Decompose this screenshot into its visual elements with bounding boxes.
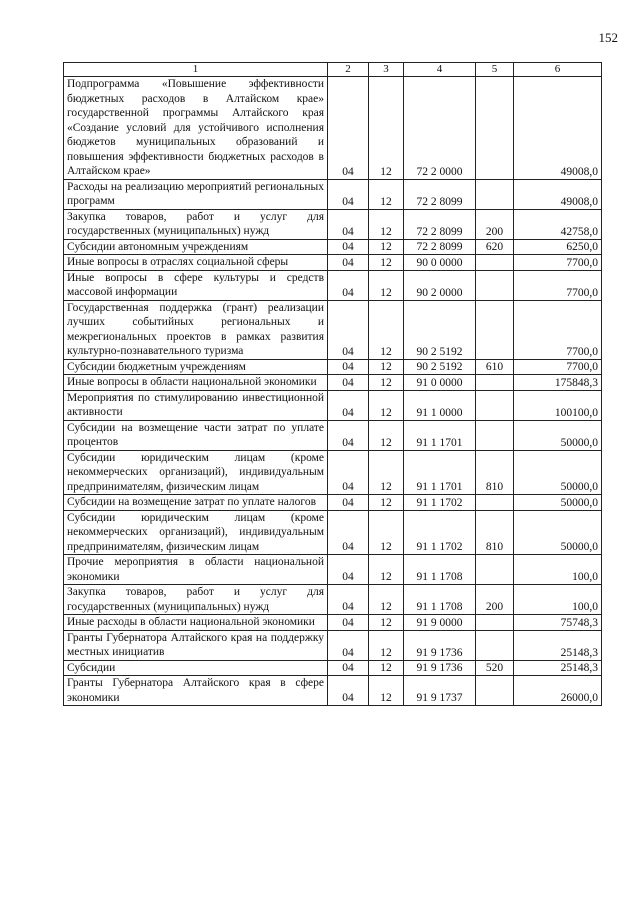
row-subsection-cell: 12 xyxy=(369,615,404,631)
row-name-cell: Субсидии автономным учреждениям xyxy=(64,239,328,255)
header-cell-subsection: 3 xyxy=(369,63,404,77)
row-target-article-cell: 72 2 0000 xyxy=(404,77,476,180)
table-row xyxy=(64,660,602,676)
header-cell-expense-type: 5 xyxy=(476,63,514,77)
row-target-article-cell: 91 1 1708 xyxy=(404,585,476,615)
table-row xyxy=(64,555,602,585)
budget-table xyxy=(63,62,602,706)
row-subsection-cell: 12 xyxy=(369,420,404,450)
row-target-article-cell: 91 1 1701 xyxy=(404,420,476,450)
row-section-cell: 04 xyxy=(328,300,369,359)
row-target-article-cell: 91 9 1736 xyxy=(404,660,476,676)
row-target-article-cell: 72 2 8099 xyxy=(404,209,476,239)
row-subsection-cell: 12 xyxy=(369,585,404,615)
row-subsection-cell: 12 xyxy=(369,390,404,420)
row-amount-cell: 50000,0 xyxy=(514,510,602,555)
row-target-article-cell: 90 2 5192 xyxy=(404,300,476,359)
row-section-cell: 04 xyxy=(328,585,369,615)
row-expense-type-cell xyxy=(476,270,514,300)
row-target-article-cell: 91 9 1737 xyxy=(404,676,476,706)
row-expense-type-cell xyxy=(476,77,514,180)
row-amount-cell: 6250,0 xyxy=(514,239,602,255)
row-expense-type-cell: 200 xyxy=(476,209,514,239)
table-row xyxy=(64,420,602,450)
row-expense-type-cell xyxy=(476,375,514,391)
header-cell-section: 2 xyxy=(328,63,369,77)
row-section-cell: 04 xyxy=(328,660,369,676)
row-name-cell: Субсидии юридическим лицам (кроме некоммерческих организаций), индивидуальным предпринимателям, физическим лицам xyxy=(64,450,328,495)
row-section-cell: 04 xyxy=(328,209,369,239)
table-row xyxy=(64,585,602,615)
row-target-article-cell: 91 1 1702 xyxy=(404,510,476,555)
header-cell-amount: 6 xyxy=(514,63,602,77)
row-subsection-cell: 12 xyxy=(369,660,404,676)
row-amount-cell: 75748,3 xyxy=(514,615,602,631)
row-section-cell: 04 xyxy=(328,270,369,300)
row-target-article-cell: 91 1 1708 xyxy=(404,555,476,585)
row-expense-type-cell: 810 xyxy=(476,450,514,495)
row-subsection-cell: 12 xyxy=(369,209,404,239)
row-section-cell: 04 xyxy=(328,375,369,391)
row-name-cell: Мероприятия по стимулированию инвестиционной активности xyxy=(64,390,328,420)
row-amount-cell: 175848,3 xyxy=(514,375,602,391)
header-cell-name: 1 xyxy=(64,63,328,77)
row-name-cell: Закупка товаров, работ и услуг для государственных (муниципальных) нужд xyxy=(64,209,328,239)
row-name-cell: Субсидии юридическим лицам (кроме некоммерческих организаций), индивидуальным предпринимателям, физическим лицам xyxy=(64,510,328,555)
row-amount-cell: 49008,0 xyxy=(514,179,602,209)
row-target-article-cell: 91 9 0000 xyxy=(404,615,476,631)
row-section-cell: 04 xyxy=(328,255,369,271)
row-amount-cell: 50000,0 xyxy=(514,420,602,450)
row-section-cell: 04 xyxy=(328,615,369,631)
row-subsection-cell: 12 xyxy=(369,300,404,359)
row-amount-cell: 25148,3 xyxy=(514,630,602,660)
row-expense-type-cell xyxy=(476,390,514,420)
table-row xyxy=(64,179,602,209)
row-name-cell: Субсидии на возмещение затрат по уплате налогов xyxy=(64,495,328,511)
row-subsection-cell: 12 xyxy=(369,77,404,180)
row-section-cell: 04 xyxy=(328,450,369,495)
row-subsection-cell: 12 xyxy=(369,239,404,255)
row-section-cell: 04 xyxy=(328,390,369,420)
row-name-cell: Иные вопросы в отраслях социальной сферы xyxy=(64,255,328,271)
row-subsection-cell: 12 xyxy=(369,179,404,209)
row-name-cell: Субсидии на возмещение части затрат по уплате процентов xyxy=(64,420,328,450)
row-expense-type-cell xyxy=(476,676,514,706)
row-expense-type-cell: 620 xyxy=(476,239,514,255)
row-expense-type-cell xyxy=(476,495,514,511)
row-expense-type-cell xyxy=(476,255,514,271)
row-expense-type-cell xyxy=(476,555,514,585)
table-row xyxy=(64,77,602,180)
table-row xyxy=(64,630,602,660)
row-amount-cell: 50000,0 xyxy=(514,450,602,495)
row-section-cell: 04 xyxy=(328,676,369,706)
table-row xyxy=(64,450,602,495)
row-target-article-cell: 90 0 0000 xyxy=(404,255,476,271)
row-target-article-cell: 90 2 0000 xyxy=(404,270,476,300)
row-name-cell: Гранты Губернатора Алтайского края на поддержку местных инициатив xyxy=(64,630,328,660)
row-expense-type-cell xyxy=(476,179,514,209)
row-section-cell: 04 xyxy=(328,495,369,511)
row-amount-cell: 7700,0 xyxy=(514,270,602,300)
row-subsection-cell: 12 xyxy=(369,510,404,555)
row-subsection-cell: 12 xyxy=(369,495,404,511)
row-expense-type-cell: 810 xyxy=(476,510,514,555)
row-expense-type-cell: 520 xyxy=(476,660,514,676)
table-row xyxy=(64,615,602,631)
row-target-article-cell: 91 1 1701 xyxy=(404,450,476,495)
row-name-cell: Гранты Губернатора Алтайского края в сфере экономики xyxy=(64,676,328,706)
row-expense-type-cell xyxy=(476,615,514,631)
header-row xyxy=(64,63,602,77)
table-row xyxy=(64,495,602,511)
table-row xyxy=(64,375,602,391)
row-name-cell: Иные вопросы в сфере культуры и средств массовой информации xyxy=(64,270,328,300)
row-amount-cell: 42758,0 xyxy=(514,209,602,239)
row-section-cell: 04 xyxy=(328,510,369,555)
row-subsection-cell: 12 xyxy=(369,255,404,271)
table-row xyxy=(64,510,602,555)
row-target-article-cell: 91 0 0000 xyxy=(404,375,476,391)
row-subsection-cell: 12 xyxy=(369,450,404,495)
row-expense-type-cell: 610 xyxy=(476,359,514,375)
row-name-cell: Государственная поддержка (грант) реализации лучших событийных региональных и межрегиональных проектов в рамках развития культурно-познавательного туризма xyxy=(64,300,328,359)
row-section-cell: 04 xyxy=(328,77,369,180)
row-expense-type-cell xyxy=(476,630,514,660)
row-amount-cell: 7700,0 xyxy=(514,300,602,359)
row-expense-type-cell xyxy=(476,300,514,359)
row-name-cell: Подпрограмма «Повышение эффективности бюджетных расходов в Алтайском крае» государственной программы Алтайского края «Создание условий для устойчивого исполнения бюджетов муниципальных образований и повышения эффективности бюджетных расходов в Алтайском крае» xyxy=(64,77,328,180)
row-name-cell: Субсидии бюджетным учреждениям xyxy=(64,359,328,375)
row-name-cell: Закупка товаров, работ и услуг для государственных (муниципальных) нужд xyxy=(64,585,328,615)
table-row xyxy=(64,255,602,271)
row-expense-type-cell: 200 xyxy=(476,585,514,615)
row-target-article-cell: 72 2 8099 xyxy=(404,239,476,255)
row-name-cell: Иные вопросы в области национальной экономики xyxy=(64,375,328,391)
row-subsection-cell: 12 xyxy=(369,375,404,391)
page-number: 152 xyxy=(598,30,618,45)
row-subsection-cell: 12 xyxy=(369,555,404,585)
row-amount-cell: 50000,0 xyxy=(514,495,602,511)
row-section-cell: 04 xyxy=(328,239,369,255)
row-amount-cell: 7700,0 xyxy=(514,359,602,375)
table-row xyxy=(64,239,602,255)
row-amount-cell: 7700,0 xyxy=(514,255,602,271)
row-target-article-cell: 90 2 5192 xyxy=(404,359,476,375)
row-amount-cell: 26000,0 xyxy=(514,676,602,706)
table-row xyxy=(64,300,602,359)
row-target-article-cell: 91 1 0000 xyxy=(404,390,476,420)
row-amount-cell: 100100,0 xyxy=(514,390,602,420)
row-subsection-cell: 12 xyxy=(369,270,404,300)
table-row xyxy=(64,270,602,300)
row-target-article-cell: 72 2 8099 xyxy=(404,179,476,209)
row-section-cell: 04 xyxy=(328,359,369,375)
row-amount-cell: 100,0 xyxy=(514,585,602,615)
table-row xyxy=(64,209,602,239)
row-subsection-cell: 12 xyxy=(369,630,404,660)
row-target-article-cell: 91 1 1702 xyxy=(404,495,476,511)
row-subsection-cell: 12 xyxy=(369,359,404,375)
row-section-cell: 04 xyxy=(328,420,369,450)
row-section-cell: 04 xyxy=(328,555,369,585)
row-name-cell: Субсидии xyxy=(64,660,328,676)
row-name-cell: Иные расходы в области национальной экономики xyxy=(64,615,328,631)
row-section-cell: 04 xyxy=(328,179,369,209)
row-expense-type-cell xyxy=(476,420,514,450)
table-row xyxy=(64,390,602,420)
row-amount-cell: 25148,3 xyxy=(514,660,602,676)
table-row xyxy=(64,676,602,706)
row-section-cell: 04 xyxy=(328,630,369,660)
row-amount-cell: 100,0 xyxy=(514,555,602,585)
row-target-article-cell: 91 9 1736 xyxy=(404,630,476,660)
row-amount-cell: 49008,0 xyxy=(514,77,602,180)
row-name-cell: Прочие мероприятия в области национальной экономики xyxy=(64,555,328,585)
table-row xyxy=(64,359,602,375)
row-name-cell: Расходы на реализацию мероприятий региональных программ xyxy=(64,179,328,209)
row-subsection-cell: 12 xyxy=(369,676,404,706)
header-cell-target-article: 4 xyxy=(404,63,476,77)
